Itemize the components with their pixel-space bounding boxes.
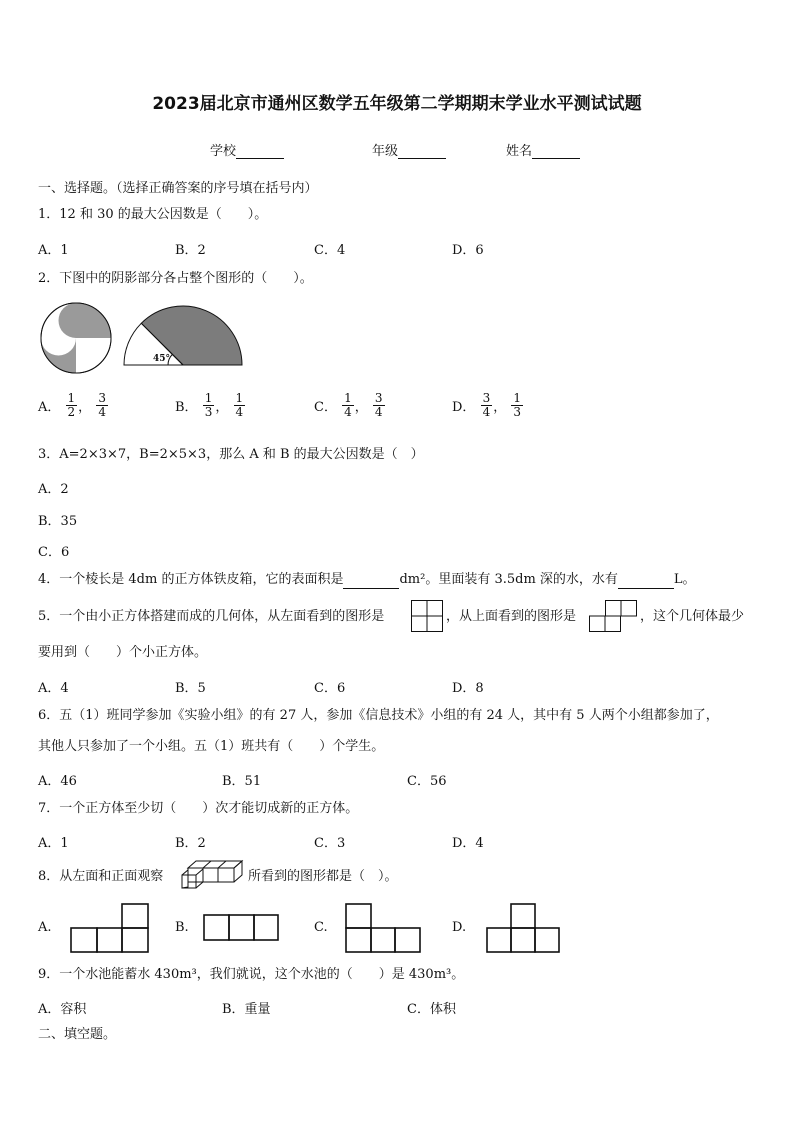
q3-option-a[interactable]: A．2 [38,482,69,497]
fraction: $\frac{1}{2}$ [67,391,76,419]
q9-option-a[interactable]: A．容积 [38,1002,87,1017]
fraction: $\frac{1}{4}$ [344,391,352,419]
q9-text: 9．一个水池能蓄水 430m³，我们就说，这个水池的（ ）是 430m³。 [38,967,465,982]
q7-option-a[interactable]: A．1 [38,836,69,851]
q3-text: 3．A=2×3×7，B=2×5×3，那么 A 和 B 的最大公因数是（ ） [38,447,424,462]
q2-option-a[interactable]: A． $\frac{1}{2}$ ， $\frac{3}{4}$ [38,391,106,419]
q5-text: 5．一个由小正方体搭建而成的几何体，从左面看到的图形是 [38,609,385,624]
q8-option-a-figure [70,903,150,953]
q7-option-b[interactable]: B．2 [175,836,206,851]
name-label: 姓名 [506,144,533,159]
q8-text: 8．从左面和正面观察 [38,869,164,884]
page-title: 2023届北京市通州区数学五年级第二学期期末学业水平测试试题 [152,94,642,114]
q8-option-c[interactable]: C. [314,920,328,935]
grade-underline [398,144,446,159]
top-view-grid-figure [589,600,637,632]
q7-option-c[interactable]: C．3 [314,836,346,851]
q3-option-c[interactable]: C．6 [38,545,70,560]
q2-text: 2．下图中的阴影部分各占整个图形的（ ）。 [38,271,313,286]
fraction: $\frac{1}{4}$ [235,391,244,419]
q6-option-a[interactable]: A．46 [38,774,77,789]
answer-blank[interactable] [343,574,399,589]
cube-stack-figure [182,859,244,889]
q8-option-b[interactable]: B. [175,920,189,935]
q9-option-c[interactable]: C．体积 [407,1002,456,1017]
name-field[interactable] [506,140,580,159]
q5-option-d[interactable]: D．8 [452,681,484,696]
fraction: $\frac{3}{4}$ [482,391,491,419]
shaded-circle-figure [40,302,112,374]
q5-text-3: ，这个几何体最少 [640,609,745,624]
fraction: $\frac{1}{3}$ [513,391,522,419]
q1-option-a[interactable]: A．1 [38,243,69,258]
grade-field[interactable] [372,140,446,159]
q4-text: 4．一个棱长是 4dm 的正方体铁皮箱，它的表面积是 dm²。里面装有 3.5dm 深的水，水有 L。 [38,572,696,587]
fraction: $\frac{1}{3}$ [204,391,213,419]
q7-option-d[interactable]: D．4 [452,836,484,851]
q2-option-b[interactable]: B． $\frac{1}{3}$ ， $\frac{1}{4}$ [175,391,244,419]
school-label: 学校 [210,144,237,159]
left-view-grid-figure [411,600,443,632]
q5-option-b[interactable]: B．5 [175,681,206,696]
section-1-heading: 一、选择题。（选择正确答案的序号填在括号内） [38,181,318,196]
answer-blank[interactable] [618,574,674,589]
q3-option-b[interactable]: B．35 [38,514,78,529]
q6-option-c[interactable]: C．56 [407,774,447,789]
q5-option-a[interactable]: A．4 [38,681,69,696]
q6-line-2: 其他人只参加了一个小组。五（1）班共有（ ）个学生。 [38,739,385,754]
fraction: $\frac{3}{4}$ [98,391,106,419]
q6-line-1: 6．五（1）班同学参加《实验小组》的有 27 人，参加《信息技术》小组的有 24 人，其中有 5 人两个小组都参加了， [38,708,719,723]
grade-label: 年级 [372,144,399,159]
q5-text-2: ，从上面看到的图形是 [446,609,577,624]
q1-option-d[interactable]: D．6 [452,243,484,258]
q5-option-c[interactable]: C．6 [314,681,346,696]
q8-option-c-figure [345,903,421,953]
q1-option-c[interactable]: C．4 [314,243,346,258]
q1-option-b[interactable]: B．2 [175,243,206,258]
q8-option-d-figure [486,903,562,953]
semicircle-sector-figure [123,305,243,369]
q2-option-c[interactable]: C． $\frac{1}{4}$ ， $\frac{3}{4}$ [314,391,383,419]
q5-line-2: 要用到（ ）个小正方体。 [38,645,208,660]
q8-text-2: 所看到的图形都是（ ）。 [248,869,398,884]
school-field[interactable] [210,140,284,159]
section-2-heading: 二、填空题。 [38,1027,117,1042]
q8-option-d[interactable]: D. [452,920,467,935]
school-underline [236,144,284,159]
q2-option-d[interactable]: D． $\frac{3}{4}$ ， $\frac{1}{3}$ [452,391,522,419]
name-underline [532,144,580,159]
fraction: $\frac{3}{4}$ [374,391,383,419]
q8-option-a[interactable]: A. [38,920,52,935]
q1-text: 1．12 和 30 的最大公因数是（ ）。 [38,207,268,222]
q7-text: 7．一个正方体至少切（ ）次才能切成新的正方体。 [38,801,359,816]
q8-option-b-figure [203,914,279,942]
q9-option-b[interactable]: B．重量 [222,1002,271,1017]
angle-label: 45° [153,354,171,364]
q6-option-b[interactable]: B．51 [222,774,262,789]
